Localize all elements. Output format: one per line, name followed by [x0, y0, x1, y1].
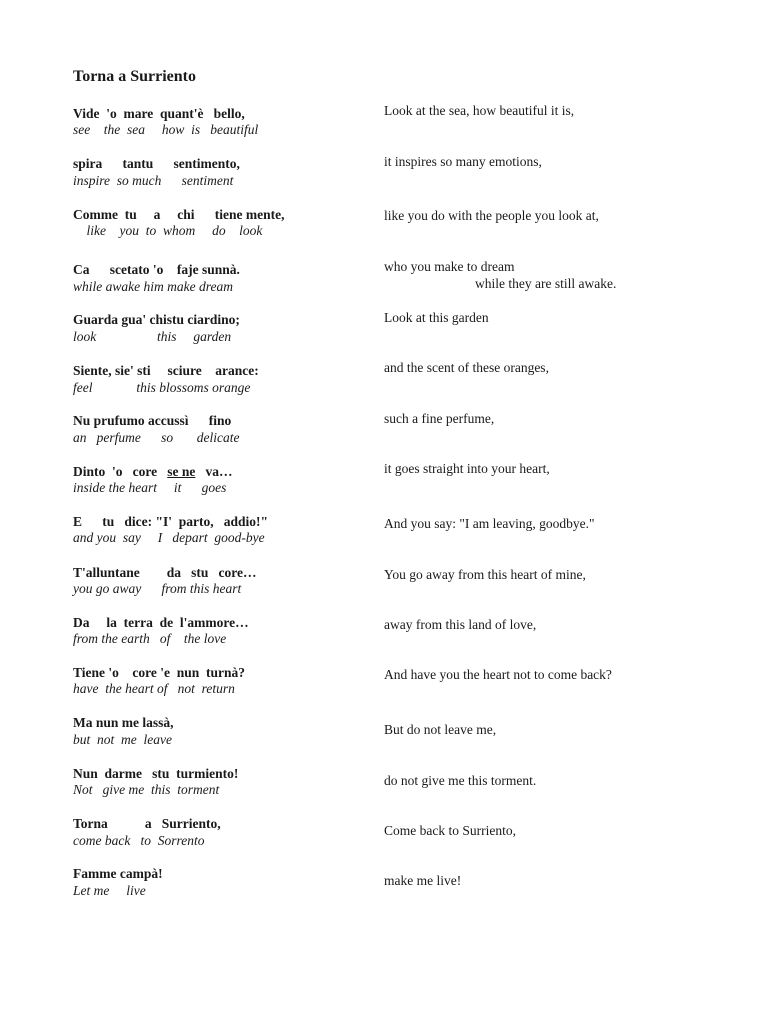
english-line: And have you the heart not to come back?	[384, 667, 612, 682]
italian-line: spira tantu sentimento,	[73, 156, 240, 171]
gloss-line: look this garden	[73, 329, 232, 344]
gloss-line: an perfume so delicate	[73, 430, 240, 445]
english-line: Look at this garden	[384, 310, 489, 325]
gloss-line: feel this blossoms orange	[73, 380, 251, 395]
italian-line: T'alluntane da stu core…	[73, 565, 257, 580]
italian-line: E tu dice: "I' parto, addio!"	[73, 514, 268, 529]
gloss-line: see the sea how is beautiful	[73, 122, 259, 137]
italian-line: Torna a Surriento,	[73, 816, 221, 831]
gloss-line: come back to Sorrento	[73, 833, 205, 848]
gloss-line: inspire so much sentiment	[73, 173, 234, 188]
english-line: it goes straight into your heart,	[384, 461, 550, 476]
italian-line: Nun darme stu turmiento!	[73, 766, 239, 781]
underlined-phrase: se ne	[167, 464, 196, 479]
italian-line: Ma nun me lassà,	[73, 715, 174, 730]
italian-line: Famme campà!	[73, 866, 163, 881]
gloss-line: Let me live	[73, 883, 146, 898]
gloss-line: like you to whom do look	[73, 223, 263, 238]
gloss-line: inside the heart it goes	[73, 480, 227, 495]
english-line: Look at the sea, how beautiful it is,	[384, 103, 575, 118]
english-line: it inspires so many emotions,	[384, 154, 542, 169]
english-line: Come back to Surriento,	[384, 823, 516, 838]
english-line: But do not leave me,	[384, 722, 497, 737]
italian-line-part: Dinto 'o core	[73, 464, 168, 479]
italian-line: Ca scetato 'o faje sunnà.	[73, 262, 240, 277]
gloss-line: Not give me this torment	[73, 782, 220, 797]
italian-line: Nu prufumo accussì fino	[73, 413, 232, 428]
gloss-line: and you say I depart good-bye	[73, 530, 265, 545]
italian-line: Da la terra de l'ammore…	[73, 615, 249, 630]
gloss-line: while awake him make dream	[73, 279, 233, 294]
english-line: away from this land of love,	[384, 617, 537, 632]
english-line: You go away from this heart of mine,	[384, 567, 586, 582]
english-line: and the scent of these oranges,	[384, 360, 549, 375]
english-line: do not give me this torment.	[384, 773, 537, 788]
italian-line: Guarda gua' chistu ciardino;	[73, 312, 240, 327]
italian-line: Comme tu a chi tiene mente,	[73, 207, 285, 222]
english-line: who you make to dream	[384, 259, 515, 274]
italian-line	[73, 464, 233, 480]
italian-line: Tiene 'o core 'e nun turnà?	[73, 665, 246, 680]
page-title: Torna a Surriento	[73, 68, 196, 85]
italian-line-part: va…	[195, 464, 233, 479]
english-line: make me live!	[384, 873, 462, 888]
english-line-continued: while they are still awake.	[475, 276, 617, 291]
gloss-line: but not me leave	[73, 732, 172, 747]
english-line: And you say: "I am leaving, goodbye."	[384, 516, 595, 531]
gloss-line: from the earth of the love	[73, 631, 227, 646]
english-line: like you do with the people you look at,	[384, 208, 599, 223]
gloss-line: have the heart of not return	[73, 681, 235, 696]
gloss-line: you go away from this heart	[73, 581, 242, 596]
italian-line: Vide 'o mare quant'è bello,	[73, 106, 245, 121]
english-line: such a fine perfume,	[384, 411, 495, 426]
italian-line: Siente, sie' sti sciure arance:	[73, 363, 259, 378]
